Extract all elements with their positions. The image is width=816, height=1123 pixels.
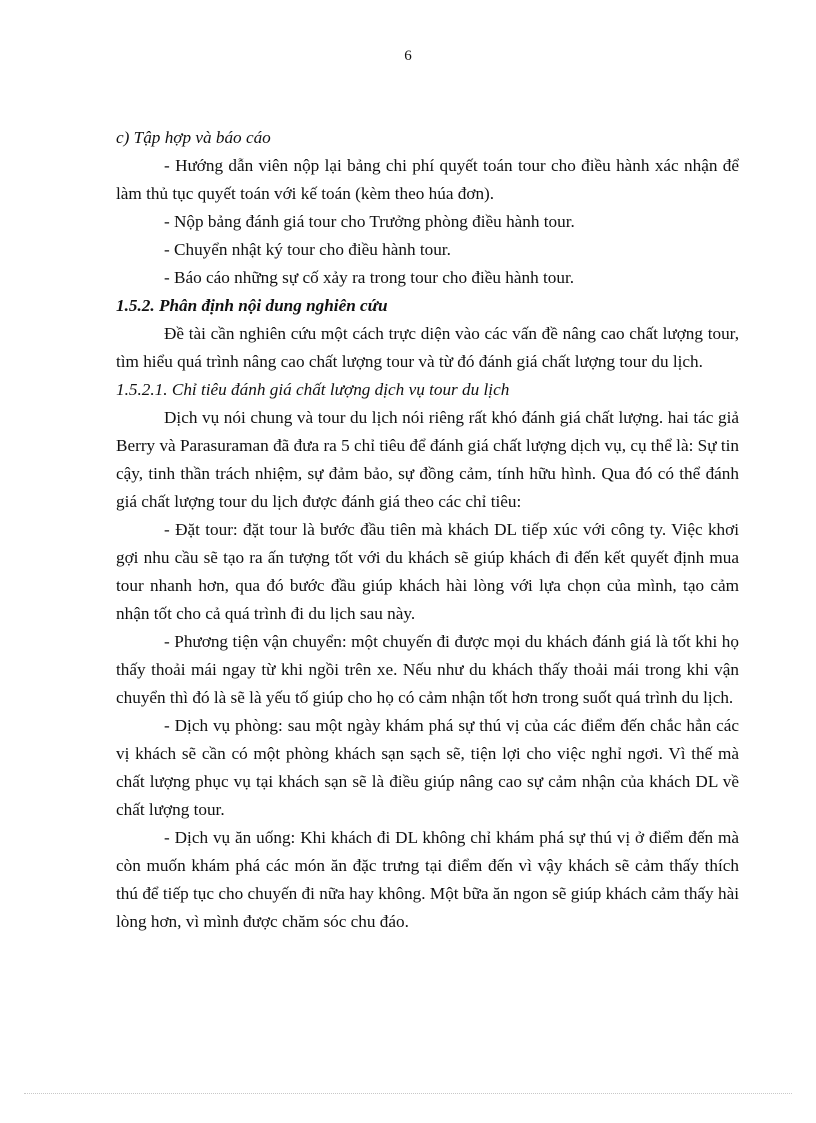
paragraph: - Chuyển nhật ký tour cho điều hành tour.: [164, 240, 451, 259]
paragraph: - Hướng dẫn viên nộp lại bảng chi phí quyết toán tour cho điều hành xác nhận để làm thủ tục quyết toán với kế toán (kèm theo húa đơn).: [116, 156, 739, 203]
paragraph: - Phương tiện vận chuyển: một chuyến đi được mọi du khách đánh giá là tốt khi họ thấy thoải mái ngay từ khi ngồi trên xe. Nếu như du khách thấy thoải mái trong khi vận chuyển thì đó là sẽ là yếu tố giúp cho họ có cảm nhận tốt hơn trong suốt quá trình du lịch.: [116, 632, 739, 707]
section-heading-1-5-2: 1.5.2. Phân định nội dung nghiên cứu: [116, 296, 388, 315]
page-bottom-divider: [24, 1093, 792, 1094]
section-heading-c: c) Tập hợp và báo cáo: [116, 128, 271, 147]
paragraph: - Báo cáo những sự cố xảy ra trong tour cho điều hành tour.: [164, 268, 575, 287]
paragraph: - Đặt tour: đặt tour là bước đầu tiên mà khách DL tiếp xúc với công ty. Việc khơi gợi nhu cầu sẽ tạo ra ấn tượng tốt với du khách sẽ giúp khách đi đến kết quyết định mua tour nhanh hơn, qua đó bước đầu giúp khách hài lòng với lựa chọn của mình, tạo cảm nhận tốt cho cả quá trình đi du lịch sau này.: [116, 520, 739, 623]
paragraph: - Dịch vụ phòng: sau một ngày khám phá sự thú vị của các điểm đến chắc hẳn các vị khách sẽ cần có một phòng khách sạn sạch sẽ, tiện lợi cho việc nghỉ ngơi. Vì thế mà chất lượng phục vụ tại khách sạn sẽ là điều giúp nâng cao sự cảm nhận của khách DL về chất lượng tour.: [116, 716, 739, 819]
document-body: [116, 124, 739, 936]
paragraph: Đề tài cần nghiên cứu một cách trực diện vào các vấn đề nâng cao chất lượng tour, tìm hiểu quá trình nâng cao chất lượng tour và từ đó đánh giá chất lượng tour du lịch.: [116, 324, 739, 371]
page-number: 6: [404, 48, 412, 64]
section-heading-1-5-2-1: 1.5.2.1. Chỉ tiêu đánh giá chất lượng dịch vụ tour du lịch: [116, 380, 510, 399]
paragraph: Dịch vụ nói chung và tour du lịch nói riêng rất khó đánh giá chất lượng. hai tác giả Berry và Parasuraman đã đưa ra 5 chỉ tiêu để đánh giá chất lượng dịch vụ, cụ thể là: Sự tin cậy, tinh thần trách nhiệm, sự đảm bảo, sự đồng cảm, tính hữu hình. Qua đó có thể đánh giá chất lượng tour du lịch được đánh giá theo các chỉ tiêu:: [116, 408, 739, 511]
paragraph: - Dịch vụ ăn uống: Khi khách đi DL không chỉ khám phá sự thú vị ở điểm đến mà còn muốn khám phá các món ăn đặc trưng tại điểm đến vì vậy khách sẽ cảm thấy thích thú để tiếp tục cho chuyến đi nữa hay không. Một bữa ăn ngon sẽ giúp khách cảm thấy hài lòng hơn, vì mình được chăm sóc chu đáo.: [116, 828, 739, 931]
paragraph: - Nộp bảng đánh giá tour cho Trưởng phòng điều hành tour.: [164, 212, 575, 231]
